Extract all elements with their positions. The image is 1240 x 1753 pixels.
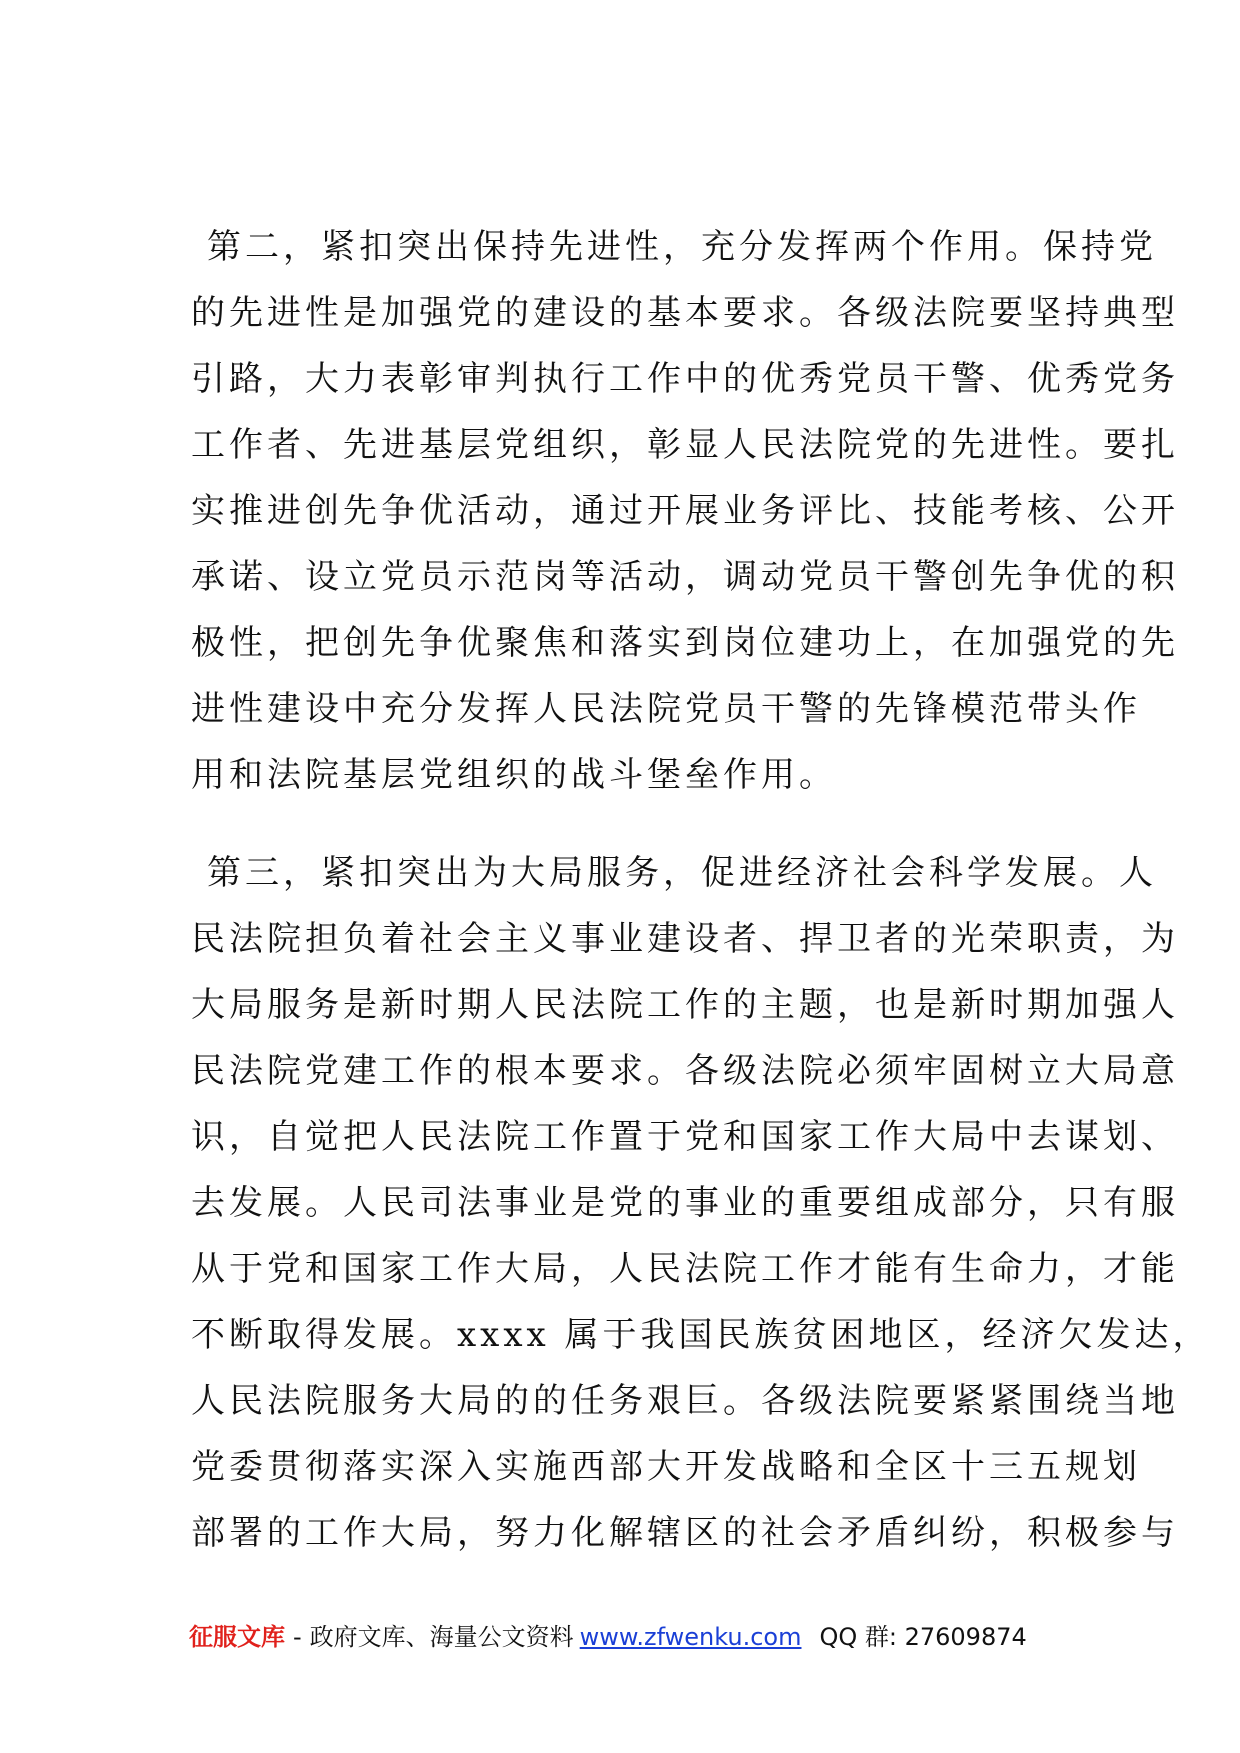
paragraph-line: 民法院党建工作的根本要求。各级法院必须牢固树立大局意 [191, 1051, 1179, 1091]
paragraph-line: 民法院担负着社会主义事业建设者、捍卫者的光荣职责，为 [191, 919, 1179, 959]
footer-tagline: 政府文库、海量公文资料 [309, 1623, 574, 1651]
paragraph-line: 去发展。人民司法事业是党的事业的重要组成部分，只有服 [191, 1183, 1179, 1223]
page-footer [189, 1614, 1069, 1660]
paragraph-line: 进性建设中充分发挥人民法院党员干警的先锋模范带头作 [191, 689, 1141, 729]
paragraph-line: 第三，紧扣突出为大局服务，促进经济社会科学发展。人 [207, 853, 1157, 893]
paragraph-line: 引路，大力表彰审判执行工作中的优秀党员干警、优秀党务 [191, 359, 1179, 399]
footer-brand: 征服文库 [189, 1623, 285, 1651]
paragraph-line: 识，自觉把人民法院工作置于党和国家工作大局中去谋划、 [191, 1117, 1179, 1157]
paragraph-line: 大局服务是新时期人民法院工作的主题，也是新时期加强人 [191, 985, 1179, 1025]
paragraph-line: 党委贯彻落实深入实施西部大开发战略和全区十三五规划 [191, 1447, 1141, 1487]
paragraph-line: 实推进创先争优活动，通过开展业务评比、技能考核、公开 [191, 491, 1179, 531]
paragraph-second-point [191, 214, 1179, 808]
footer-separator: - [293, 1623, 302, 1651]
paragraph-line: 从于党和国家工作大局，人民法院工作才能有生命力，才能 [191, 1249, 1179, 1289]
paragraph-third-point [191, 840, 1211, 1566]
footer-website-link[interactable]: www.zfwenku.com [579, 1623, 802, 1651]
paragraph-line: 的先进性是加强党的建设的基本要求。各级法院要坚持典型 [191, 293, 1179, 333]
paragraph-line: 第二，紧扣突出保持先进性，充分发挥两个作用。保持党 [207, 227, 1157, 267]
footer-qq-group: QQ 群: 27609874 [819, 1623, 1027, 1651]
paragraph-line: 部署的工作大局，努力化解辖区的社会矛盾纠纷，积极参与 [191, 1513, 1179, 1553]
paragraph-line: 不断取得发展。xxxx 属于我国民族贫困地区，经济欠发达， [191, 1315, 1211, 1355]
paragraph-line: 用和法院基层党组织的战斗堡垒作用。 [191, 755, 837, 795]
paragraph-line: 人民法院服务大局的的任务艰巨。各级法院要紧紧围绕当地 [191, 1381, 1179, 1421]
paragraph-line: 工作者、先进基层党组织，彰显人民法院党的先进性。要扎 [191, 425, 1179, 465]
paragraph-line: 极性，把创先争优聚焦和落实到岗位建功上，在加强党的先 [191, 623, 1179, 663]
paragraph-line: 承诺、设立党员示范岗等活动，调动党员干警创先争优的积 [191, 557, 1179, 597]
